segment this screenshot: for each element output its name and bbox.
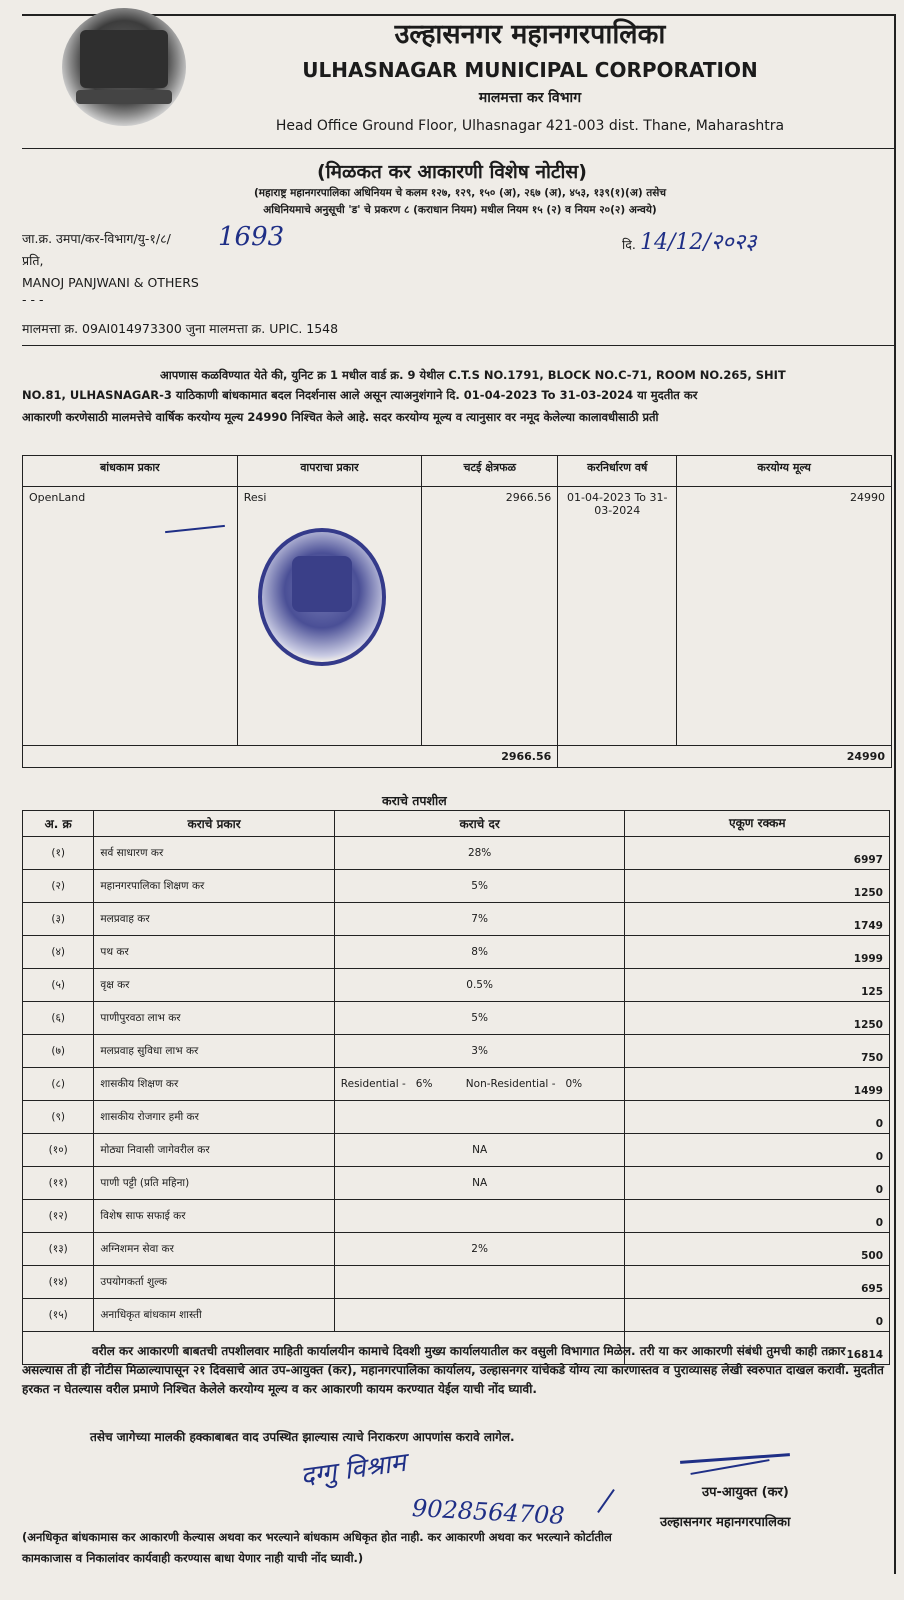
disclaimer-line-1: (अनधिकृत बांधकामास कर आकारणी केल्यास अथवा कर भरल्याने बांधकाम अधिकृत होत नाही. कर आकारणी अथवा कर भरल्याने कोर्टातील [22,1530,612,1544]
tax-row [23,1299,890,1332]
tax-serial: (३) [23,903,94,936]
tax-row [23,936,890,969]
tax-row [23,1266,890,1299]
tax-amount: 0 [625,1101,890,1134]
tax-amount: 695 [625,1266,890,1299]
notice-subtitle-line-1: (महाराष्ट्र महानगरपालिका अधिनियम चे कलम १२७, १२९, १५० (अ), २६७ (अ), ४५३, १३९(१)(अ) तसेच [253,187,667,199]
property-divider [22,345,894,346]
tax-row [23,837,890,870]
department-name: मालमत्ता कर विभाग [478,90,582,106]
tax-row [23,903,890,936]
col-taxable-value: करयोग्य मूल्य [677,456,892,487]
initials-mark [597,1489,615,1513]
tax-amount: 0 [625,1299,890,1332]
col-usage-type: वापराचा प्रकार [237,456,421,487]
to-label: प्रति, [22,253,44,268]
deputy-commissioner-signature [680,1453,790,1464]
tax-serial: (१) [23,837,94,870]
tax-rate [334,1200,625,1233]
handwritten-name: दग्गु विश्राम [298,1447,408,1493]
tax-row [23,1035,890,1068]
tax-amount: 0 [625,1167,890,1200]
tax-rate: 2% [334,1233,625,1266]
total-spacer-2 [558,746,677,768]
tax-row [23,1002,890,1035]
signatory-org: उल्हासनगर महानगरपालिका [660,1515,791,1530]
col-tax-rate: कराचे दर [334,811,625,837]
tax-amount: 1250 [625,870,890,903]
frame-right-border [894,14,896,1574]
property-table-header [23,456,892,487]
org-name-english: ULHASNAGAR MUNICIPAL CORPORATION [302,58,758,82]
footer-paragraph-2: तसेच जागेच्या मालकी हक्काबाबत वाद उपस्थित झाल्यास त्याचे निराकरण आपणांस करावे लागेल. [90,1430,515,1444]
tax-name: पाणीपुरवठा लाभ कर [94,1002,334,1035]
tax-row [23,1233,890,1266]
tax-serial: (६) [23,1002,94,1035]
notice-subtitle-line-2: अधिनियमाचे अनुसूची 'ड' चे प्रकरण ८ (कराधान नियम) मधील नियम १५ (२) व नियम २०(२) अन्वये) [263,204,657,216]
tax-amount: 6997 [625,837,890,870]
tax-rate: 5% [334,1002,625,1035]
tax-name: मलप्रवाह सुविधा लाभ कर [94,1035,334,1068]
property-number-line: मालमत्ता क्र. 09AI014973300 जुना मालमत्ता क्र. UPIC. 1548 [22,321,339,336]
tax-rate: NA [334,1167,625,1200]
office-address: Head Office Ground Floor, Ulhasnagar 421-003 dist. Thane, Maharashtra [275,118,785,134]
property-table-total [23,746,892,768]
logo-emblem [80,30,168,88]
tax-total-amount: 16814 [625,1332,890,1365]
cell-construction: OpenLand [23,487,238,746]
col-assessment-year: करनिर्धारण वर्ष [558,456,677,487]
col-construction-type: बांधकाम प्रकार [23,456,238,487]
tax-row [23,870,890,903]
footer-paragraph-1-text: वरील कर आकारणी बाबतची तपशीलवार माहिती कार्यालयीन कामाचे दिवशी मुख्य कार्यालयातील कर वसुली विभागात मिळेल. तरी या कर आकारणी संबंधी तुमची काही तक्रार असल्यास ती ही नोटीस मिळाल्यापासून २१ दिवसाचे आत उप-आयुक्त (कर), महानगरपालिका कार्यालय, उल्हासनगर यांचेकडे योग्य त्या कारणास्तव व पुराव्यासह लेखी स्वरुपात दाखल करावी. मुदतीत हरकत न घेतल्यास वरील प्रमाणे निश्चित केलेले करयोग्य मूल्य व कर आकारणी कायम करण्यात येईल याची नोंद घ्यावी. [22,1344,884,1396]
signatory-title: उप-आयुक्त (कर) [702,1485,789,1500]
tax-rate [334,1266,625,1299]
tax-amount: 0 [625,1134,890,1167]
tax-amount: 1999 [625,936,890,969]
tax-amount: 500 [625,1233,890,1266]
tax-row [23,1167,890,1200]
header-divider [22,148,894,149]
tax-row [23,1200,890,1233]
tax-serial: (१३) [23,1233,94,1266]
reference-label: जा.क्र. उमपा/कर-विभाग/यु-१/८/ [22,231,171,246]
footer-paragraph-1 [22,1342,890,1399]
tax-row [23,1068,890,1101]
intro-line-2: NO.81, ULHASNAGAR-3 याठिकाणी बांधकामात बदल निदर्शनास आले असून त्याअनुशंगाने दि. 01-04-2023 To 31-03-2024 या मुदतीत कर [22,388,698,402]
tax-rate [334,1101,625,1134]
tax-row [23,969,890,1002]
tax-name: मलप्रवाह कर [94,903,334,936]
tax-rate: 8% [334,936,625,969]
tax-name: मोठ्या निवासी जागेवरील कर [94,1134,334,1167]
tax-rate: 7% [334,903,625,936]
corporation-logo [62,8,186,126]
total-value: 24990 [677,746,892,768]
tax-serial: (१०) [23,1134,94,1167]
col-tax-type: कराचे प्रकार [94,811,334,837]
tax-rate: 5% [334,870,625,903]
cell-year: 01-04-2023 To 31-03-2024 [558,487,677,746]
tax-serial: (१४) [23,1266,94,1299]
tax-serial: (१५) [23,1299,94,1332]
intro-line-3: आकारणी करणेसाठी मालमत्तेचे वार्षिक करयोग्य मूल्य 24990 निश्चित केले आहे. सदर करयोग्य मूल्य व त्यानुसार वर नमूद केलेल्या कालावधीसाठी प्रती [22,410,659,424]
property-table [22,455,892,768]
tax-serial: (११) [23,1167,94,1200]
cell-area: 2966.56 [422,487,558,746]
total-spacer [23,746,422,768]
tax-details-table [22,810,890,1365]
tax-row [23,1134,890,1167]
tax-name: सर्व साधारण कर [94,837,334,870]
tax-amount: 125 [625,969,890,1002]
tax-amount: 1499 [625,1068,890,1101]
tax-rate [334,1299,625,1332]
col-total-amount: एकूण रक्कम [625,811,890,837]
tax-details-title: कराचे तपशील [382,793,447,808]
tax-rate: 3% [334,1035,625,1068]
disclaimer-line-2: कामकाजास व निकालांवर कार्यवाही करण्यास बाधा येणार नाही याची नोंद घ्यावी.) [22,1551,364,1565]
col-carpet-area: चटई क्षेत्रफळ [422,456,558,487]
property-table-row [23,487,892,746]
tax-serial: (८) [23,1068,94,1101]
tax-amount: 750 [625,1035,890,1068]
tax-table-header [23,811,890,837]
tax-amount: 1749 [625,903,890,936]
tax-serial: (७) [23,1035,94,1068]
date-value-handwritten: 14/12/२०२३ [640,230,757,255]
tax-name: अग्निशमन सेवा कर [94,1233,334,1266]
tax-name: पाणी पट्टी (प्रति महिना) [94,1167,334,1200]
tax-serial: (४) [23,936,94,969]
tax-serial: (१२) [23,1200,94,1233]
recipient-dashes: - - - [22,292,44,307]
cell-usage: Resi [237,487,421,746]
tax-row [23,1101,890,1134]
tax-rate: 28% [334,837,625,870]
notice-title: (मिळकत कर आकारणी विशेष नोटीस) [317,161,587,183]
tax-rate: Residential - 6% Non-Residential - 0% [334,1068,625,1101]
recipient-name: MANOJ PANJWANI & OTHERS [22,275,199,290]
tax-serial: (२) [23,870,94,903]
tax-name: पथ कर [94,936,334,969]
handwritten-phone: 9028564708 [411,1494,566,1530]
date-label: दि. [622,237,636,252]
reference-number-handwritten: 1693 [218,222,285,252]
tax-rate: NA [334,1134,625,1167]
tax-name: महानगरपालिका शिक्षण कर [94,870,334,903]
corporation-seal [258,528,386,666]
tax-rate: 0.5% [334,969,625,1002]
tax-serial: (९) [23,1101,94,1134]
col-serial: अ. क्र [23,811,94,837]
cell-value: 24990 [677,487,892,746]
tax-name: अनाधिकृत बांधकाम शास्ती [94,1299,334,1332]
tax-name: विशेष साफ सफाई कर [94,1200,334,1233]
total-area: 2966.56 [422,746,558,768]
intro-line-1: आपणास कळविण्यात येते की, युनिट क्र 1 मधील वार्ड क्र. 9 येथील C.T.S NO.1791, BLOCK NO.C-71, ROOM NO.265, SHIT [160,368,786,382]
tax-name: वृक्ष कर [94,969,334,1002]
seal-emblem [292,556,352,612]
logo-band [76,90,172,104]
org-name-marathi: उल्हासनगर महानगरपालिका [394,19,666,50]
tax-name: उपयोगकर्ता शुल्क [94,1266,334,1299]
tax-amount: 1250 [625,1002,890,1035]
tax-serial: (५) [23,969,94,1002]
tax-amount: 0 [625,1200,890,1233]
tax-name: शासकीय शिक्षण कर [94,1068,334,1101]
tax-name: शासकीय रोजगार हमी कर [94,1101,334,1134]
